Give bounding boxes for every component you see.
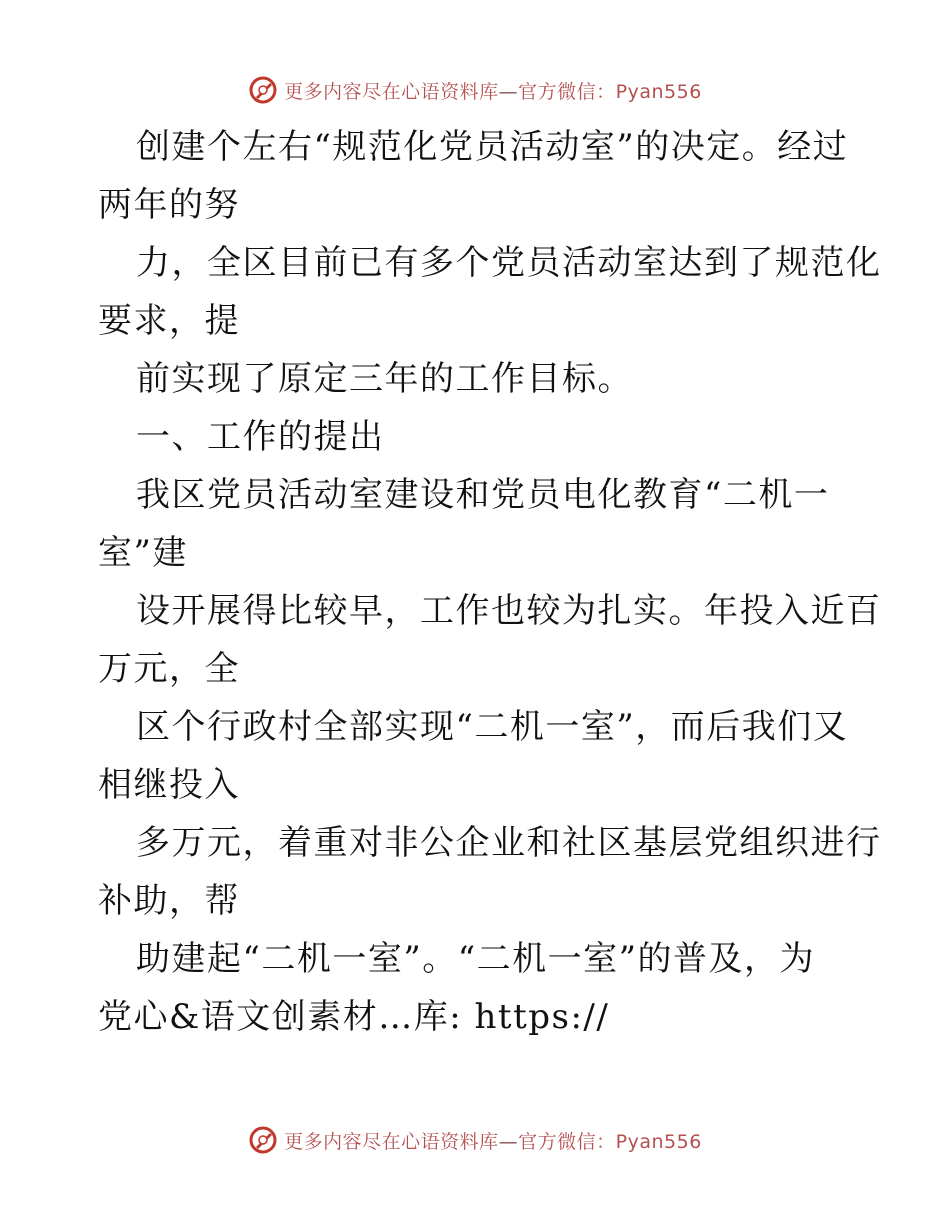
section-heading: 一、工作的提出: [136, 417, 385, 457]
body-line: 两年的努: [98, 185, 240, 225]
header-banner-wechat: 官方微信：Pyan556: [518, 80, 702, 103]
header-banner: [0, 70, 950, 110]
footer-banner-dash: —: [498, 1130, 519, 1153]
body-line: 补助，帮: [98, 881, 240, 921]
body-line: 助建起“二机一室”。“二机一室”的普及，为: [136, 939, 816, 979]
header-banner-dash: —: [498, 80, 519, 103]
body-line: 万元，全: [98, 649, 240, 689]
header-banner-title: 更多内容尽在心语资料库: [284, 80, 499, 103]
footer-banner-wechat: 官方微信：Pyan556: [518, 1130, 702, 1153]
pen-logo-icon: [248, 75, 278, 105]
body-line: 力，全区目前已有多个党员活动室达到了规范化: [136, 243, 882, 283]
footer-banner-text: [284, 1127, 702, 1154]
footer-banner-title: 更多内容尽在心语资料库: [284, 1130, 499, 1153]
pen-logo-icon: [248, 1125, 278, 1155]
footer-banner: [0, 1120, 950, 1160]
body-line: 相继投入: [98, 765, 240, 805]
body-line: 要求，提: [98, 301, 240, 341]
body-line: 区个行政村全部实现“二机一室”，而后我们又: [136, 707, 849, 747]
document-body: [98, 118, 882, 1046]
body-line: 多万元，着重对非公企业和社区基层党组织进行: [136, 823, 882, 863]
body-line: 创建个左右“规范化党员活动室”的决定。经过: [136, 127, 849, 167]
body-line: 设开展得比较早，工作也较为扎实。年投入近百: [136, 591, 882, 631]
body-line: 室”建: [98, 533, 188, 573]
body-line: 党心&语文创素材…库: https://: [98, 997, 610, 1037]
header-banner-text: [284, 77, 702, 104]
body-line: 前实现了原定三年的工作目标。: [136, 359, 633, 399]
body-line: 我区党员活动室建设和党员电化教育“二机一: [136, 475, 830, 515]
